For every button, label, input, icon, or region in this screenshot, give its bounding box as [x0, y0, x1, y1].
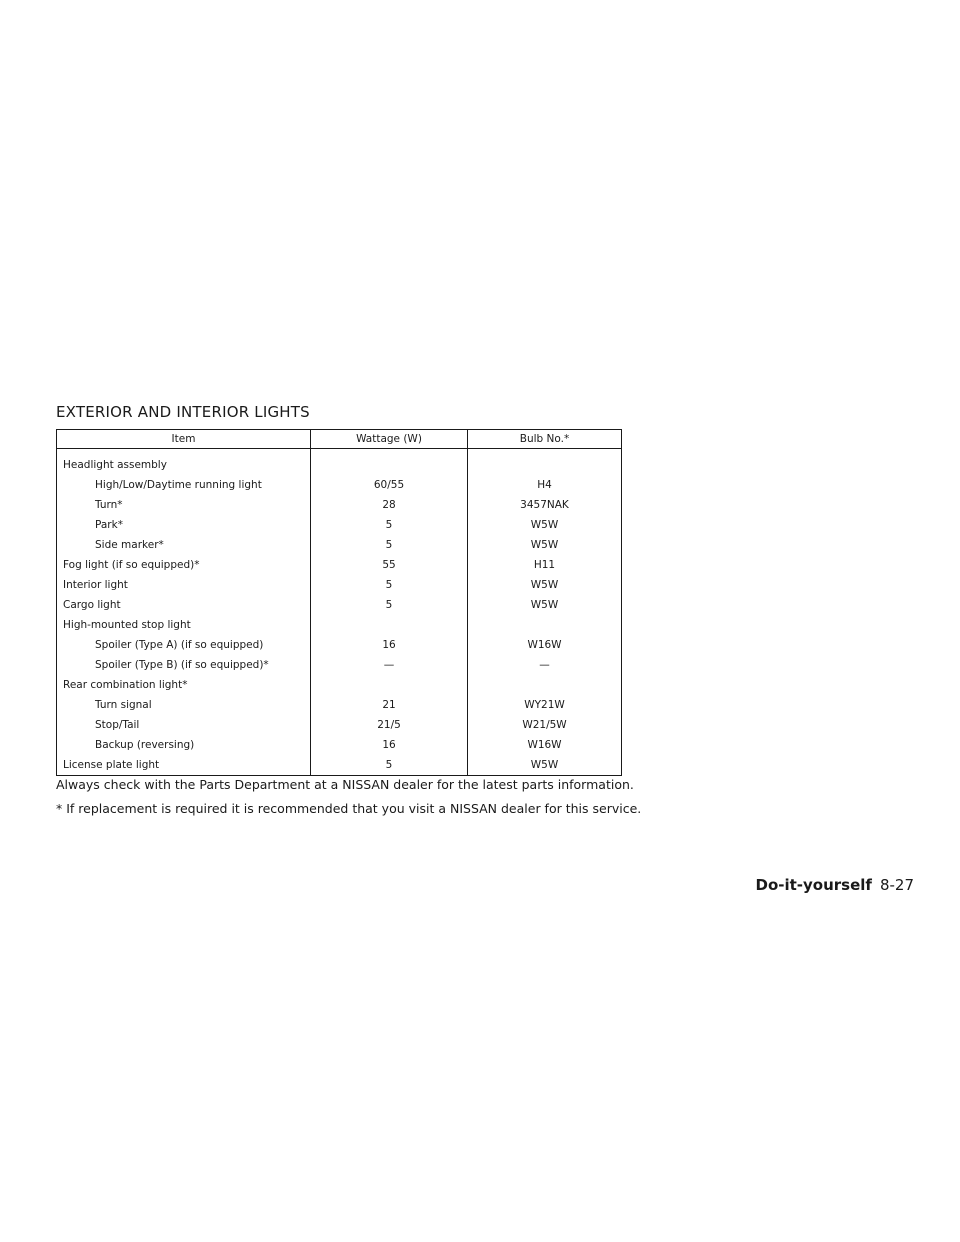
wattage-cell: —: [311, 655, 468, 675]
table-row: [57, 449, 622, 476]
bulb-cell: W21/5W: [522, 719, 567, 731]
item-cell: Cargo light: [57, 595, 311, 615]
page-number: 8-27: [879, 876, 914, 894]
wattage-cell: 5: [311, 755, 468, 776]
page-footer: [756, 876, 915, 894]
item-cell: Park*: [57, 515, 311, 535]
wattage-cell: [311, 449, 468, 476]
table-row: [57, 695, 622, 715]
bulb-cell: W5W: [530, 519, 559, 531]
wattage-cell: [311, 615, 468, 635]
table-body: [57, 449, 622, 776]
item-cell: Turn*: [57, 495, 311, 515]
item-cell: Spoiler (Type B) (if so equipped)*: [57, 655, 311, 675]
chapter-title: Do-it-yourself: [755, 876, 872, 894]
wattage-cell: 55: [311, 555, 468, 575]
column-header-wattage: Wattage (W): [311, 430, 468, 449]
item-cell: Fog light (if so equipped)*: [57, 555, 311, 575]
bulb-cell: W5W: [530, 759, 559, 771]
table-row: [57, 675, 622, 695]
table-row: [57, 575, 622, 595]
wattage-cell: 21: [311, 695, 468, 715]
table-row: [57, 635, 622, 655]
table-row: [57, 515, 622, 535]
wattage-cell: 5: [311, 595, 468, 615]
wattage-cell: 60/55: [311, 475, 468, 495]
item-cell: Interior light: [57, 575, 311, 595]
item-cell: Side marker*: [57, 535, 311, 555]
bulb-cell: 3457NAK: [520, 499, 569, 511]
bulb-cell: [468, 615, 622, 635]
item-cell: High-mounted stop light: [57, 615, 311, 635]
item-cell: Rear combination light*: [57, 675, 311, 695]
bulb-cell: W16W: [527, 739, 562, 751]
table-row: [57, 475, 622, 495]
table-row: [57, 595, 622, 615]
table-row: [57, 615, 622, 635]
bulb-cell: W5W: [530, 539, 559, 551]
bulb-cell: H11: [533, 559, 556, 571]
parts-department-note: Always check with the Parts Department at a NISSAN dealer for the latest parts information.: [56, 777, 634, 792]
table-header: [57, 430, 622, 449]
wattage-cell: [311, 675, 468, 695]
table-row: [57, 735, 622, 755]
wattage-cell: 5: [311, 535, 468, 555]
wattage-cell: 21/5: [311, 715, 468, 735]
item-cell: High/Low/Daytime running light: [57, 475, 311, 495]
bulb-specification-table: [56, 429, 622, 776]
wattage-cell: 28: [311, 495, 468, 515]
section-title: EXTERIOR AND INTERIOR LIGHTS: [56, 403, 310, 421]
item-cell: Headlight assembly: [57, 449, 311, 476]
wattage-cell: 5: [311, 515, 468, 535]
item-cell: Turn signal: [57, 695, 311, 715]
item-cell: License plate light: [57, 755, 311, 776]
table-header-row: [57, 430, 622, 449]
replacement-footnote: * If replacement is required it is recommended that you visit a NISSAN dealer for this service.: [56, 801, 642, 816]
bulb-cell: —: [539, 659, 550, 671]
column-header-item: Item: [57, 430, 311, 449]
item-cell: Backup (reversing): [57, 735, 311, 755]
bulb-cell: W16W: [527, 639, 562, 651]
wattage-cell: 16: [311, 735, 468, 755]
bulb-cell: H4: [537, 479, 552, 491]
table-row: [57, 535, 622, 555]
bulb-cell: W5W: [530, 579, 559, 591]
table-row: [57, 755, 622, 776]
wattage-cell: 16: [311, 635, 468, 655]
bulb-cell: [468, 675, 622, 695]
table-row: [57, 715, 622, 735]
table-row: [57, 655, 622, 675]
item-cell: Spoiler (Type A) (if so equipped): [57, 635, 311, 655]
bulb-cell: [468, 449, 622, 476]
bulb-cell: W5W: [530, 599, 559, 611]
wattage-cell: 5: [311, 575, 468, 595]
bulb-cell: WY21W: [524, 699, 565, 711]
column-header-bulb-number: Bulb No.*: [468, 430, 622, 449]
table-row: [57, 555, 622, 575]
table-row: [57, 495, 622, 515]
item-cell: Stop/Tail: [57, 715, 311, 735]
